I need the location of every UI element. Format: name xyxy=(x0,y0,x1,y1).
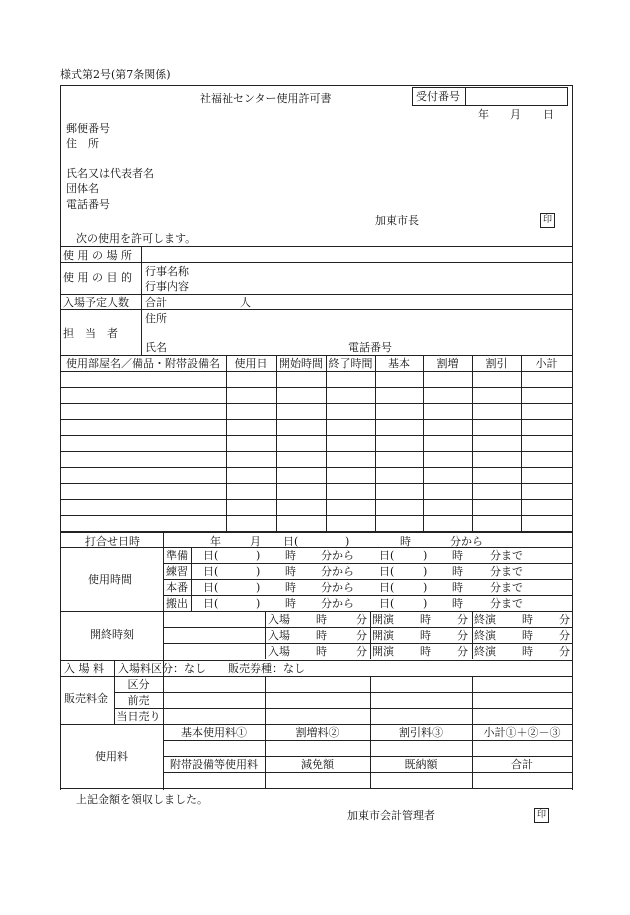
usage-close-b-1: ) xyxy=(423,565,428,578)
usage-until-0: 分まで xyxy=(490,549,523,562)
usage-hour-a-0: 時 xyxy=(285,549,296,562)
usage-from-2: 分から xyxy=(321,581,354,594)
usage-until-1: 分まで xyxy=(490,565,523,578)
usage-close-a-0: ) xyxy=(256,549,261,562)
start-min-1: 分 xyxy=(457,629,468,642)
end-hour-2: 時 xyxy=(522,645,533,658)
event-content-label: 行事内容 xyxy=(145,280,189,293)
start-hour-0: 時 xyxy=(420,613,431,626)
address-label: 住 所 xyxy=(66,137,99,150)
date-year: 年 xyxy=(478,108,489,121)
end-0: 終演 xyxy=(474,613,496,626)
usage-close-a-3: ) xyxy=(256,597,261,610)
usage-row-2: 本番 xyxy=(166,581,188,594)
fee-header2-2: 既納額 xyxy=(404,758,438,771)
date-day: 日 xyxy=(543,108,554,121)
usage-from-1: 分から xyxy=(321,565,354,578)
end-2: 終演 xyxy=(474,645,496,658)
usage-from-0: 分から xyxy=(321,549,354,562)
entry-0: 入場 xyxy=(268,613,290,626)
equipment-header-1: 使用日 xyxy=(234,357,268,370)
usage-hour-a-1: 時 xyxy=(285,565,296,578)
start-1: 開演 xyxy=(372,629,394,642)
sales-row-1: 前売 xyxy=(127,694,150,707)
equipment-header-4: 基本 xyxy=(388,357,410,370)
form-title: 社福祉センター使用許可書 xyxy=(200,92,332,105)
fee-header2-1: 減免額 xyxy=(301,758,334,771)
usage-from-3: 分から xyxy=(321,597,354,610)
usage-hour-b-2: 時 xyxy=(452,581,463,594)
start-2: 開演 xyxy=(372,645,394,658)
entry-hour-1: 時 xyxy=(316,629,327,642)
postal-label: 郵便番号 xyxy=(66,122,110,135)
usage-row-3: 搬出 xyxy=(166,597,188,610)
usage-close-a-2: ) xyxy=(256,581,261,594)
usage-day-b-1: 日( xyxy=(379,565,395,578)
start-hour-1: 時 xyxy=(420,629,431,642)
equipment-header-7: 小計 xyxy=(535,357,558,370)
seal-stamp-1: 印 xyxy=(540,213,555,228)
equipment-header-0: 使用部屋名／備品・附帯設備名 xyxy=(66,357,220,370)
usage-close-a-1: ) xyxy=(256,565,261,578)
reception-number-label: 受付番号 xyxy=(416,90,460,103)
permit-text: 次の使用を許可します。 xyxy=(76,232,197,245)
usage-hour-b-0: 時 xyxy=(452,549,463,562)
usage-day-a-3: 日( xyxy=(203,597,219,610)
end-min-1: 分 xyxy=(559,629,570,642)
usage-close-b-3: ) xyxy=(423,597,428,610)
usage-row-0: 準備 xyxy=(166,549,188,562)
fees-label: 使用料 xyxy=(95,750,128,763)
equipment-header-3: 終了時間 xyxy=(328,357,373,370)
phone-label: 電話番号 xyxy=(66,198,110,211)
equipment-header-5: 割増 xyxy=(436,357,459,370)
end-hour-0: 時 xyxy=(522,613,533,626)
fee-header2-3: 合計 xyxy=(511,758,533,771)
entry-2: 入場 xyxy=(268,645,290,658)
start-min-0: 分 xyxy=(457,613,468,626)
seal-stamp-2: 印 xyxy=(534,808,549,823)
usage-hour-b-1: 時 xyxy=(452,565,463,578)
admission-detail: 入場料区分：なし 販売券種：なし xyxy=(118,662,305,675)
purpose-label: 使 用 の 目 的 xyxy=(63,271,132,284)
end-min-2: 分 xyxy=(559,645,570,658)
usage-day-b-2: 日( xyxy=(379,581,395,594)
usage-day-a-0: 日( xyxy=(203,549,219,562)
mayor-label: 加東市長 xyxy=(375,214,419,227)
usage-day-a-2: 日( xyxy=(203,581,219,594)
usage-close-b-0: ) xyxy=(423,549,428,562)
attendance-label: 入場予定人数 xyxy=(63,296,129,309)
receipt-text: 上記金額を領収しました。 xyxy=(76,793,208,806)
group-label: 団体名 xyxy=(66,182,99,195)
entry-hour-0: 時 xyxy=(316,613,327,626)
fee-header1-1: 割増料② xyxy=(295,726,340,739)
event-name-label: 行事名称 xyxy=(145,265,189,278)
pic-phone-label: 電話番号 xyxy=(348,341,392,354)
fee-header1-0: 基本使用料① xyxy=(181,726,247,739)
end-min-0: 分 xyxy=(559,613,570,626)
end-1: 終演 xyxy=(474,629,496,642)
usage-until-2: 分まで xyxy=(490,581,523,594)
person-in-charge-label: 担 当 者 xyxy=(63,327,118,340)
equipment-header-2: 開始時間 xyxy=(279,357,323,370)
persons-unit: 人 xyxy=(240,296,251,309)
fee-header1-2: 割引料③ xyxy=(399,726,443,739)
usage-day-b-3: 日( xyxy=(379,597,395,610)
entry-min-0: 分 xyxy=(356,613,367,626)
usage-close-b-2: ) xyxy=(423,581,428,594)
usage-day-a-1: 日( xyxy=(203,565,219,578)
page: 様式第2号(第7条関係) 社福祉センター使用許可書 受付番号 年 月 日 郵便番号 住 所 氏名又は代表者名 団体名 電話番号 加東市長 印 次の使用を許可します。 使 用 の 場 所 使 用 の 目 的 行事名称 行事内容 入場予定人数 合計 人 担 当 者 住所 氏名 電話番号 使用部屋名／備品・附帯設備名 使用日 開始時間 終了時間 基本 割増 割引 小計 打合せ日時 年 月 日( ) 時 分から 準備 日( ) 時 分から 日( ) 時 分まで 練習 日( ) 時 分から 日( ) 時 分まで 本番 日( ) 時 分から 日( ) 時 分まで 搬出 日( ) 時 分から 日( ) 時 分まで 使用時間 入場 時 分 開演 時 分 終演 時 分 入場 時 分 開演 時 分 終演 時 分 入場 時 分 開演 時 分 終演 時 分 開終時刻 入 場 料 入場料区分：なし 販売券種：なし 区分 前売 当日売り 販売料金 基本使用料① 割増料② 割引料③ 小計①＋②－③ 附帯設備等使用料 減免額 既納額 合計 使用料 上記金額を領収しました。 加東市会計管理者 印 xyxy=(0,0,630,915)
start-hour-2: 時 xyxy=(420,645,431,658)
usage-until-3: 分まで xyxy=(490,597,523,610)
entry-1: 入場 xyxy=(268,629,290,642)
meeting-label: 打合せ日時 xyxy=(85,535,140,548)
end-hour-1: 時 xyxy=(522,629,533,642)
accountant-label: 加東市会計管理者 xyxy=(347,809,435,822)
pic-name-label: 氏名 xyxy=(145,341,167,354)
start-0: 開演 xyxy=(372,613,394,626)
sales-row-0: 区分 xyxy=(127,678,150,691)
fee-header2-0: 附帯設備等使用料 xyxy=(170,758,258,771)
usage-hour-a-3: 時 xyxy=(285,597,296,610)
date-month: 月 xyxy=(510,108,521,121)
representative-label: 氏名又は代表者名 xyxy=(66,167,154,180)
sales-label: 販売料金 xyxy=(64,692,108,705)
admission-label: 入 場 料 xyxy=(64,662,104,675)
usage-row-1: 練習 xyxy=(166,565,188,578)
fee-header1-3: 小計①＋②－③ xyxy=(483,726,561,739)
entry-min-1: 分 xyxy=(356,629,367,642)
equipment-header-6: 割引 xyxy=(485,357,508,370)
entry-hour-2: 時 xyxy=(316,645,327,658)
sales-row-2: 当日売り xyxy=(116,710,161,723)
usage-day-b-0: 日( xyxy=(379,549,395,562)
form-number: 様式第2号(第7条関係) xyxy=(60,68,171,81)
attendance-total-label: 合計 xyxy=(145,296,167,309)
entry-min-2: 分 xyxy=(356,645,367,658)
usage-hour-a-2: 時 xyxy=(285,581,296,594)
usage-hour-b-3: 時 xyxy=(452,597,463,610)
start-min-2: 分 xyxy=(457,645,468,658)
pic-address-label: 住所 xyxy=(145,312,167,325)
usage-time-label: 使用時間 xyxy=(88,573,132,586)
place-label: 使 用 の 場 所 xyxy=(63,249,132,262)
open-close-label: 開終時刻 xyxy=(90,628,134,641)
